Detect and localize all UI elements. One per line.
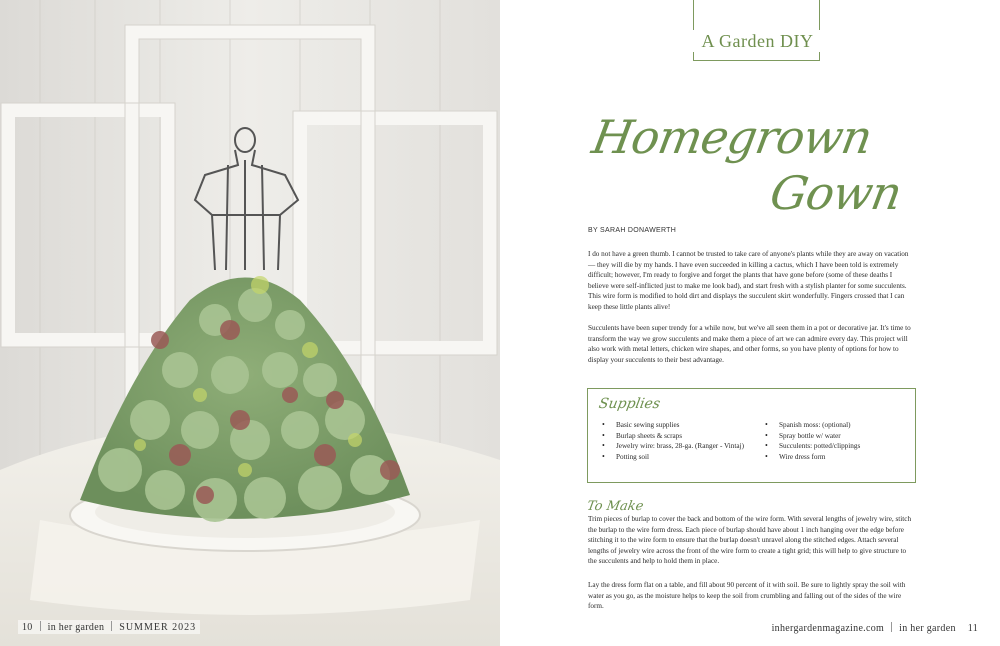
supply-item: • Wire dress form xyxy=(763,452,913,463)
supply-item: • Potting soil xyxy=(600,452,760,463)
left-page-number: 10 xyxy=(22,622,33,633)
article-title xyxy=(588,110,913,220)
supplies-box xyxy=(587,388,916,483)
supply-item: • Basic sewing supplies xyxy=(600,420,760,431)
supplies-heading: Supplies xyxy=(597,396,662,412)
website-link[interactable]: inhergardenmagazine.com xyxy=(771,623,885,634)
left-magazine-name: in her garden xyxy=(47,622,105,633)
supply-item: • Spray bottle w/ water xyxy=(763,431,913,442)
right-magazine-name: in her garden xyxy=(899,623,956,634)
byline: BY SARAH DONAWERTH xyxy=(588,227,677,234)
section-label: A Garden DIY xyxy=(693,30,822,52)
left-issue: SUMMER 2023 xyxy=(119,622,197,633)
supplies-list-right xyxy=(763,420,913,462)
right-page xyxy=(500,0,1000,646)
supply-item: • Spanish moss: (optional) xyxy=(763,420,913,431)
body-paragraph: I do not have a green thumb. I cannot be trusted to take care of anyone's plants while they are away on vacation — they will die by my hands. I have even succeeded in killing a cactus, which I have been told is extremely difficult; however, I'm ready to forgive and forget the plants that have gone before (some of these deaths I believe were self-inflicted just to make me look bad), and start fresh with a stylish planter for some succulents. This wire form is modified to hold dirt and displays the succulent skirt wonderfully. Fingers crossed that I can keep these little plants alive! xyxy=(588,250,909,311)
article-title-line2: Gown xyxy=(766,166,906,220)
supply-item: • Succulents: potted/clippings xyxy=(763,441,913,452)
supply-item: • Jewelry wire: brass, 28-ga. (Ranger - Vintaj) xyxy=(600,441,760,452)
supplies-list-left xyxy=(600,420,760,462)
to-make-heading: To Make xyxy=(585,499,645,514)
supply-item: • Burlap sheets & scraps xyxy=(600,431,760,442)
section-tab xyxy=(693,0,820,61)
instruction-paragraph: Lay the dress form flat on a table, and fill about 90 percent of it with soil. Be sure to lightly spray the soil with water as you go, as the moisture helps to keep the soil from crumbling and falling out of the sides of the wire form. xyxy=(588,581,906,611)
article-title-line1: Homegrown xyxy=(588,110,876,164)
body-paragraph: Succulents have been super trendy for a while now, but we've all seen them in a pot or decorative jar. It's time to transform the way we grow succulents and make them a piece of art we can admire every day. This project will also work with metal letters, chicken wire shapes, and other forms, so you have plenty of options for how to display your succulents to their best advantage. xyxy=(588,324,911,364)
right-page-number: 11 xyxy=(967,623,978,634)
instruction-paragraph: Trim pieces of burlap to cover the back and bottom of the wire form. With several lengths of jewelry wire, stitch the burlap to the wire form dress. Each piece of burlap should have about 1 inch hanging over the edge before stitching it to the wire form to ensure that the burlap doesn't unravel along the stitched edges. Attach several lengths of jewelry wire across the front of the wire form to create a tight grid; this will help to give structure to the succulents and help to hold them in place. xyxy=(588,515,912,566)
right-folio xyxy=(772,622,978,634)
left-folio xyxy=(18,620,200,634)
